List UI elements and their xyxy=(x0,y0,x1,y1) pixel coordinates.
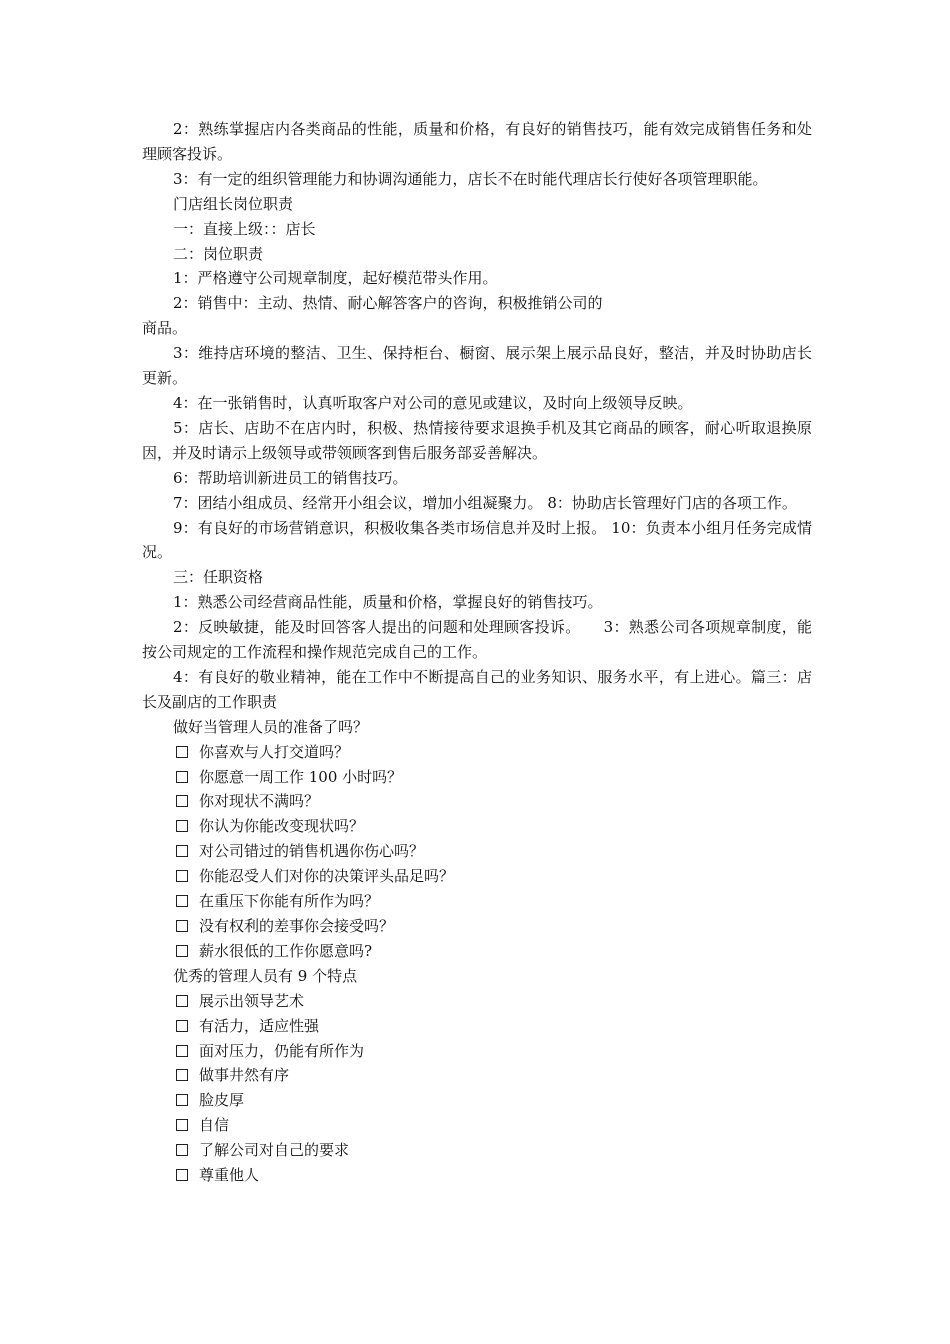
question-heading: 做好当管理人员的准备了吗？ xyxy=(173,717,369,736)
checkbox-icon xyxy=(176,795,188,807)
checklist-item-label: 尊重他人 xyxy=(199,1166,260,1185)
checklist-item xyxy=(142,1113,812,1138)
checkbox-icon xyxy=(176,895,188,907)
paragraph: 2：反映敏捷，能及时回答客人提出的问题和处理顾客投诉。 3：熟悉公司各项规章制度，能按公司规定的工作流程和操作规范完成自己的工作。 xyxy=(142,618,812,662)
checkbox-icon xyxy=(176,845,188,857)
paragraph: 9：有良好的市场营销意识，积极收集各类市场信息并及时上报。 10：负责本小组月任务完成情况。 xyxy=(142,518,812,562)
checkbox-icon xyxy=(176,1020,188,1032)
checklist-item xyxy=(142,765,812,790)
checkbox-icon xyxy=(176,1045,188,1057)
checklist-item xyxy=(142,1039,812,1064)
paragraph: 2：销售中：主动、热情、耐心解答客户的咨询，积极推销公司的 xyxy=(173,294,603,313)
paragraph: 3：有一定的组织管理能力和协调沟通能力，店长不在时能代理店长行使好各项管理职能。 xyxy=(173,169,768,188)
checklist-item-label: 你能忍受人们对你的决策评头品足吗？ xyxy=(199,867,455,886)
paragraph: 一：直接上级：：店长 xyxy=(173,219,316,238)
checklist-item xyxy=(142,914,812,939)
checklist-item xyxy=(142,789,812,814)
checkbox-icon xyxy=(176,995,188,1007)
checklist-item-label: 在重压下你能有所作为吗？ xyxy=(199,892,380,911)
checkbox-icon xyxy=(176,820,188,832)
document-body xyxy=(142,117,812,1188)
checklist-item-label: 做事井然有序 xyxy=(199,1066,290,1085)
checklist-item xyxy=(142,1163,812,1188)
checklist-item-label: 脸皮厚 xyxy=(199,1091,245,1110)
checklist-item-label: 面对压力，仍能有所作为 xyxy=(199,1041,365,1060)
paragraph: 4：有良好的敬业精神，能在工作中不断提高自己的业务知识、服务水平，有上进心。篇三：店长及副店的工作职责 xyxy=(142,667,812,711)
checkbox-icon xyxy=(176,1094,188,1106)
checklist-item-label: 展示出领导艺术 xyxy=(199,991,305,1010)
paragraph: 4：在一张销售时，认真听取客户对公司的意见或建议，及时向上级领导反映。 xyxy=(173,393,693,412)
checklist-item xyxy=(142,1063,812,1088)
traits-heading: 优秀的管理人员有 9 个特点 xyxy=(173,966,358,985)
paragraph: 3：维持店环境的整洁、卫生、保持柜台、橱窗、展示架上展示品良好，整洁，并及时协助店长更新。 xyxy=(142,344,812,388)
checklist-item-label: 薪水很低的工作你愿意吗? xyxy=(199,941,373,960)
paragraph: 2：熟练掌握店内各类商品的性能，质量和价格，有良好的销售技巧，能有效完成销售任务和处理顾客投诉。 xyxy=(142,120,812,163)
checklist-item xyxy=(142,839,812,864)
checklist-item xyxy=(142,889,812,914)
section-heading: 二：岗位职责 xyxy=(173,244,264,263)
checkbox-icon xyxy=(176,870,188,882)
paragraph: 5：店长、店助不在店内时，积极、热情接待要求退换手机及其它商品的顾客，耐心听取退换原因，并及时请示上级领导或带领顾客到售后服务部妥善解决。 xyxy=(142,418,812,462)
checkbox-icon xyxy=(176,1119,188,1131)
checklist-item xyxy=(142,989,812,1014)
checklist-item-label: 你愿意一周工作 100 小时吗？ xyxy=(199,767,403,786)
checkbox-icon xyxy=(176,746,188,758)
checkbox-icon xyxy=(176,1169,188,1181)
checklist-item-label: 自信 xyxy=(199,1116,230,1135)
checklist-item-label: 对公司错过的销售机遇你伤心吗？ xyxy=(199,842,425,861)
checkbox-icon xyxy=(176,1144,188,1156)
checkbox-icon xyxy=(176,920,188,932)
checklist-item xyxy=(142,939,812,964)
checklist-item-label: 你对现状不满吗？ xyxy=(199,792,320,811)
section-title: 门店组长岗位职责 xyxy=(173,194,294,213)
checklist-item-label: 你喜欢与人打交道吗？ xyxy=(199,742,350,761)
checklist-item xyxy=(142,864,812,889)
paragraph: 7：团结小组成员、经常开小组会议，增加小组凝聚力。 8：协助店长管理好门店的各项工作。 xyxy=(173,493,797,512)
checklist-item-label: 没有权利的差事你会接受吗？ xyxy=(199,917,395,935)
checklist-item-label: 你认为你能改变现状吗？ xyxy=(199,817,365,836)
checklist-item xyxy=(142,1014,812,1039)
paragraph: 6：帮助培训新进员工的销售技巧。 xyxy=(173,468,408,487)
paragraph: 1：熟悉公司经营商品性能，质量和价格，掌握良好的销售技巧。 xyxy=(173,593,603,612)
checkbox-icon xyxy=(176,945,188,957)
checkbox-icon xyxy=(176,1069,188,1081)
checklist-item xyxy=(142,1088,812,1113)
checkbox-icon xyxy=(176,771,188,783)
checklist-item-label: 有活力，适应性强 xyxy=(199,1016,320,1035)
section-heading: 三：任职资格 xyxy=(173,568,264,587)
checklist-item xyxy=(142,1138,812,1163)
checklist-item-label: 了解公司对自己的要求 xyxy=(199,1141,350,1160)
checklist-item xyxy=(142,814,812,839)
paragraph: 商品。 xyxy=(142,319,188,338)
paragraph: 1：严格遵守公司规章制度，起好模范带头作用。 xyxy=(173,269,498,288)
checklist-item xyxy=(142,740,812,765)
traits-checklist xyxy=(142,989,812,1188)
question-checklist xyxy=(142,740,812,964)
